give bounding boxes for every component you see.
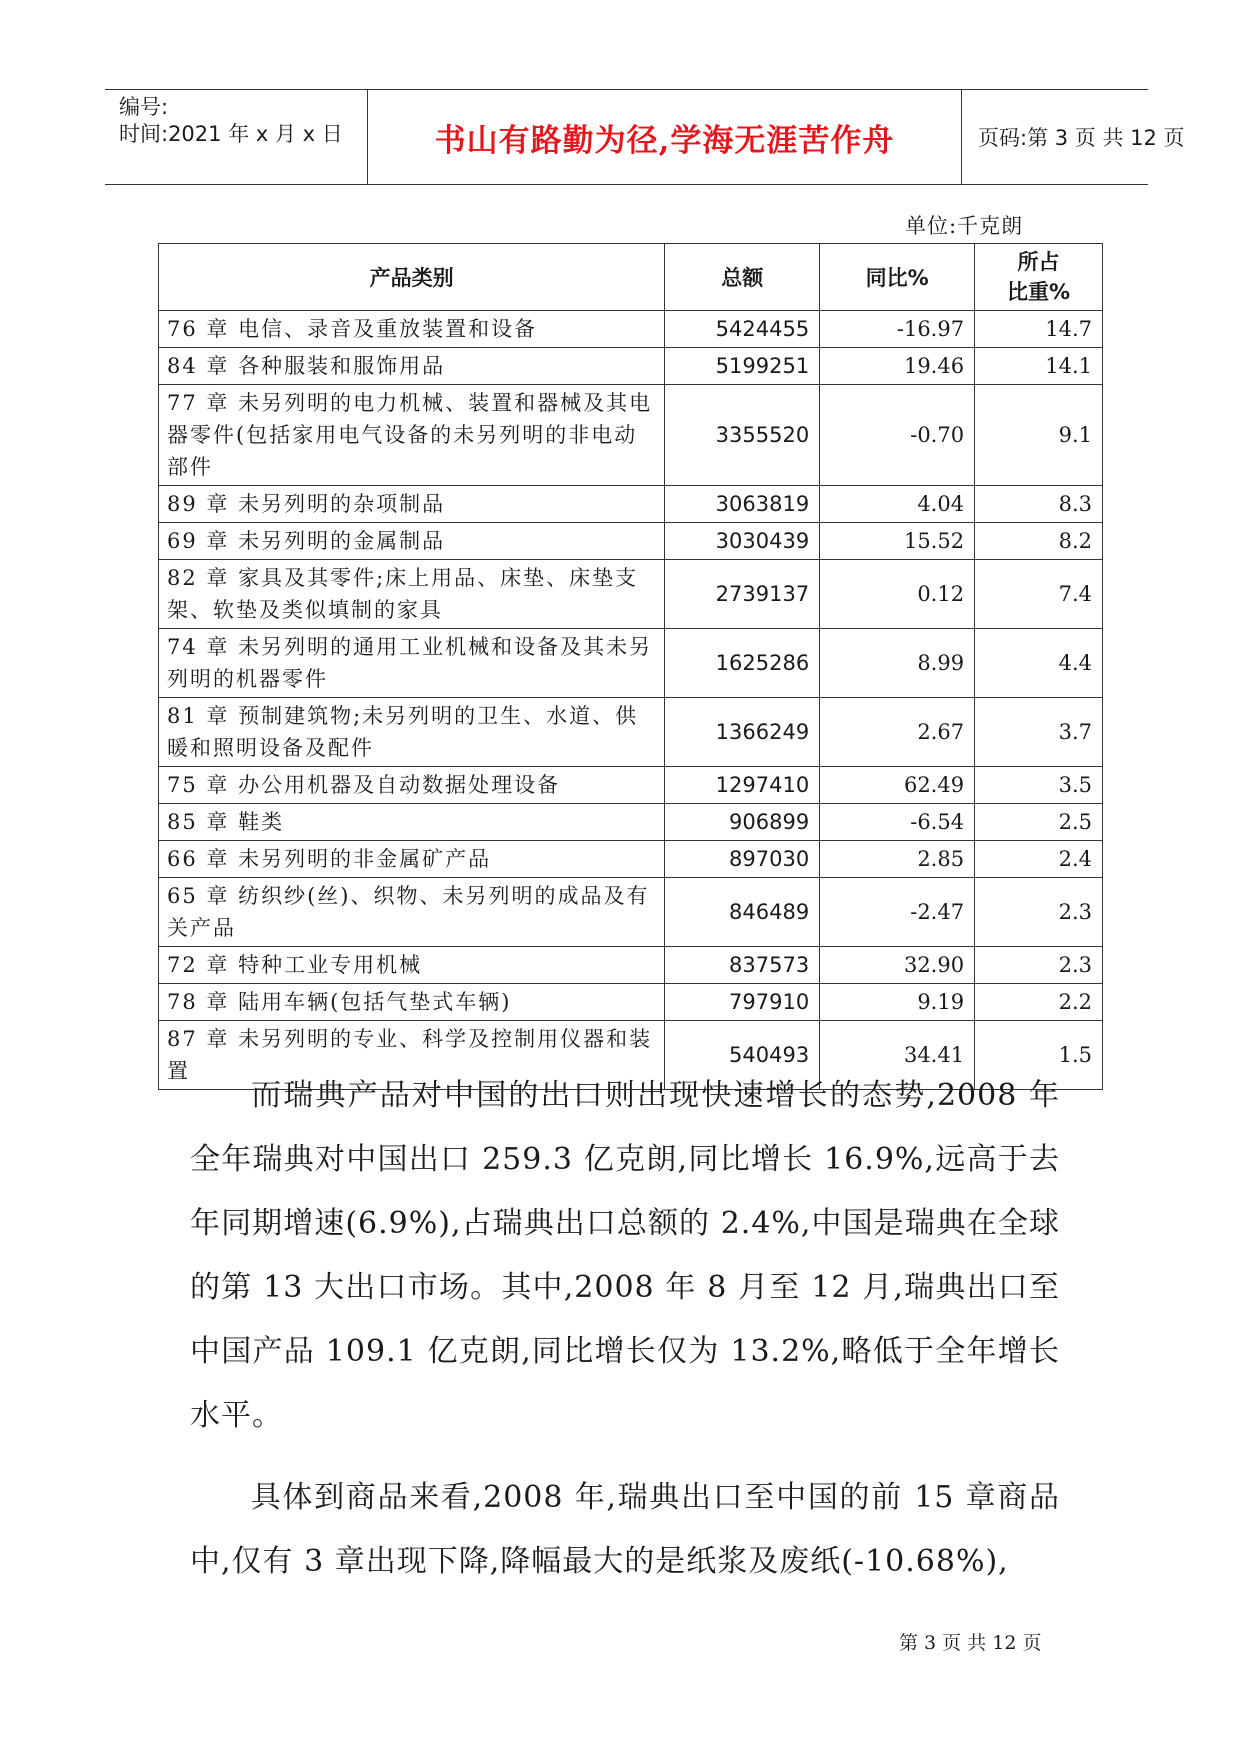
table-header-row bbox=[159, 244, 1103, 311]
cell-share: 2.2 bbox=[975, 984, 1103, 1021]
col-header-yoy: 同比% bbox=[820, 244, 975, 311]
table-row bbox=[159, 767, 1103, 804]
cell-share: 3.7 bbox=[975, 698, 1103, 767]
cell-share: 14.1 bbox=[975, 348, 1103, 385]
cell-yoy: 2.85 bbox=[820, 841, 975, 878]
table-row bbox=[159, 348, 1103, 385]
header-page-number bbox=[962, 90, 1185, 184]
paragraph-2 bbox=[190, 1466, 1060, 1594]
cell-share: 2.3 bbox=[975, 947, 1103, 984]
cell-share: 8.3 bbox=[975, 486, 1103, 523]
cell-product: 84 章 各种服装和服饰用品 bbox=[159, 348, 665, 385]
cell-product: 82 章 家具及其零件;床上用品、床垫、床垫支架、软垫及类似填制的家具 bbox=[159, 560, 665, 629]
cell-yoy: 34.41 bbox=[820, 1021, 975, 1090]
cell-total: 3030439 bbox=[665, 523, 820, 560]
cell-share: 7.4 bbox=[975, 560, 1103, 629]
table-row bbox=[159, 486, 1103, 523]
cell-product: 89 章 未另列明的杂项制品 bbox=[159, 486, 665, 523]
cell-product: 87 章 未另列明的专业、科学及控制用仪器和装置 bbox=[159, 1021, 665, 1090]
cell-share: 14.7 bbox=[975, 311, 1103, 348]
table-row bbox=[159, 311, 1103, 348]
cell-yoy: 8.99 bbox=[820, 629, 975, 698]
page-footer: 第 3 页 共 12 页 bbox=[899, 1632, 1042, 1654]
table-row bbox=[159, 878, 1103, 947]
table-row bbox=[159, 698, 1103, 767]
cell-yoy: -16.97 bbox=[820, 311, 975, 348]
table-row bbox=[159, 523, 1103, 560]
table-unit: 单位:千克朗 bbox=[905, 214, 1024, 238]
cell-yoy: 2.67 bbox=[820, 698, 975, 767]
cell-product: 65 章 纺织纱(丝)、织物、未另列明的成品及有关产品 bbox=[159, 878, 665, 947]
col-header-product: 产品类别 bbox=[159, 244, 665, 311]
table-row bbox=[159, 560, 1103, 629]
cell-product: 69 章 未另列明的金属制品 bbox=[159, 523, 665, 560]
cell-share: 9.1 bbox=[975, 385, 1103, 486]
table-row bbox=[159, 984, 1103, 1021]
cell-product: 66 章 未另列明的非金属矿产品 bbox=[159, 841, 665, 878]
table-row bbox=[159, 947, 1103, 984]
cell-share: 3.5 bbox=[975, 767, 1103, 804]
table-body bbox=[159, 311, 1103, 1090]
page-header bbox=[105, 89, 1185, 185]
cell-total: 797910 bbox=[665, 984, 820, 1021]
header-meta bbox=[105, 90, 368, 184]
cell-total: 897030 bbox=[665, 841, 820, 878]
table-row bbox=[159, 841, 1103, 878]
cell-total: 837573 bbox=[665, 947, 820, 984]
cell-yoy: 9.19 bbox=[820, 984, 975, 1021]
cell-product: 81 章 预制建筑物;未另列明的卫生、水道、供暖和照明设备及配件 bbox=[159, 698, 665, 767]
cell-total: 2739137 bbox=[665, 560, 820, 629]
table-row bbox=[159, 629, 1103, 698]
cell-product: 74 章 未另列明的通用工业机械和设备及其未另列明的机器零件 bbox=[159, 629, 665, 698]
cell-yoy: 19.46 bbox=[820, 348, 975, 385]
cell-product: 76 章 电信、录音及重放装置和设备 bbox=[159, 311, 665, 348]
cell-total: 1625286 bbox=[665, 629, 820, 698]
cell-yoy: 4.04 bbox=[820, 486, 975, 523]
cell-product: 78 章 陆用车辆(包括气垫式车辆) bbox=[159, 984, 665, 1021]
page-label: 页码:第 3 页 共 12 页 bbox=[978, 126, 1185, 150]
cell-total: 540493 bbox=[665, 1021, 820, 1090]
cell-product: 77 章 未另列明的电力机械、装置和器械及其电器零件(包括家用电气设备的未另列明的非电动部件 bbox=[159, 385, 665, 486]
cell-share: 1.5 bbox=[975, 1021, 1103, 1090]
cell-share: 8.2 bbox=[975, 523, 1103, 560]
cell-yoy: -0.70 bbox=[820, 385, 975, 486]
cell-share: 2.4 bbox=[975, 841, 1103, 878]
paragraph-1-text: 而瑞典产品对中国的出口则出现快速增长的态势,2008 年全年瑞典对中国出口 259.3 亿克朗,同比增长 16.9%,远高于去年同期增速(6.9%),占瑞典出口总额的 2.4%,中国是瑞典在全球的第 13 大出口市场。其中,2008 年 8 月至 12 月,瑞典出口至中国产品 109.1 亿克朗,同比增长仅为 13.2%,略低于全年增长水平。 bbox=[190, 1078, 1060, 1433]
cell-total: 5424455 bbox=[665, 311, 820, 348]
col-header-share-line2: 比重% bbox=[1007, 280, 1071, 304]
cell-yoy: -6.54 bbox=[820, 804, 975, 841]
document-time-label: 时间:2021 年 x 月 x 日 bbox=[119, 122, 343, 146]
cell-total: 3355520 bbox=[665, 385, 820, 486]
cell-total: 1297410 bbox=[665, 767, 820, 804]
cell-share: 2.3 bbox=[975, 878, 1103, 947]
col-header-total: 总额 bbox=[665, 244, 820, 311]
cell-yoy: 62.49 bbox=[820, 767, 975, 804]
export-product-table bbox=[158, 243, 1103, 1090]
cell-total: 3063819 bbox=[665, 486, 820, 523]
col-header-share bbox=[975, 244, 1103, 311]
cell-yoy: -2.47 bbox=[820, 878, 975, 947]
cell-total: 846489 bbox=[665, 878, 820, 947]
table-row bbox=[159, 804, 1103, 841]
paragraph-2-text: 具体到商品来看,2008 年,瑞典出口至中国的前 15 章商品中,仅有 3 章出现下降,降幅最大的是纸浆及废纸(-10.68%), bbox=[190, 1480, 1060, 1579]
cell-total: 1366249 bbox=[665, 698, 820, 767]
header-motto: 书山有路勤为径,学海无涯苦作舟 bbox=[368, 90, 962, 184]
paragraph-1 bbox=[190, 1064, 1060, 1448]
cell-total: 906899 bbox=[665, 804, 820, 841]
cell-product: 75 章 办公用机器及自动数据处理设备 bbox=[159, 767, 665, 804]
cell-yoy: 0.12 bbox=[820, 560, 975, 629]
table-row bbox=[159, 385, 1103, 486]
document-number-label: 编号: bbox=[119, 95, 169, 119]
cell-product: 72 章 特种工业专用机械 bbox=[159, 947, 665, 984]
cell-share: 4.4 bbox=[975, 629, 1103, 698]
cell-yoy: 15.52 bbox=[820, 523, 975, 560]
cell-share: 2.5 bbox=[975, 804, 1103, 841]
cell-total: 5199251 bbox=[665, 348, 820, 385]
col-header-share-line1: 所占 bbox=[1017, 250, 1060, 274]
cell-product: 85 章 鞋类 bbox=[159, 804, 665, 841]
cell-yoy: 32.90 bbox=[820, 947, 975, 984]
